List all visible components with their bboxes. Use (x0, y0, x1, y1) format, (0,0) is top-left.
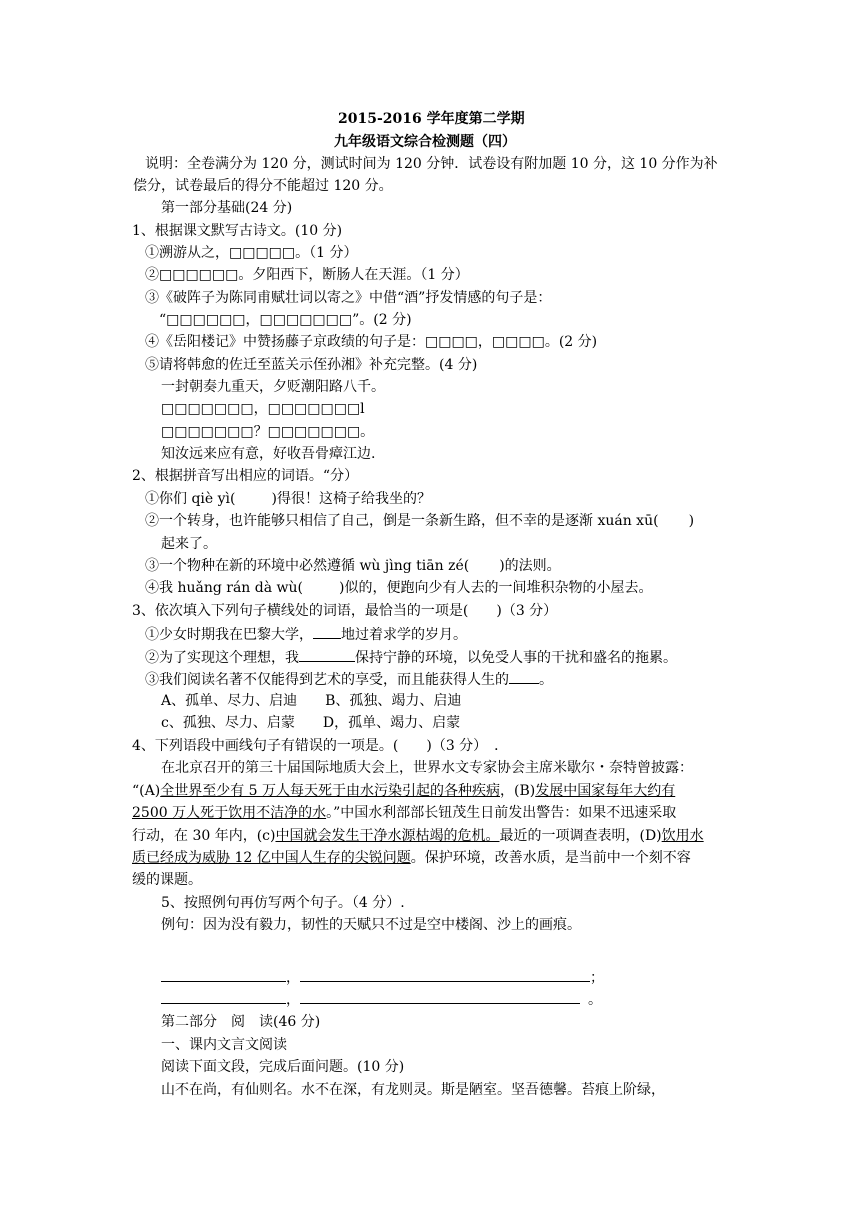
q2-item-1-rest: )得很！这椅子给我坐的？ (271, 491, 431, 507)
q2-item-4-rest: )似的，便跑向少有人去的一间堆积杂物的小屋去。 (339, 580, 653, 596)
q3-blank-3 (509, 669, 539, 684)
underlined-sentence-d: 饮用水 (661, 828, 704, 844)
q4-para-line-6: 缓的课题。 (132, 872, 202, 888)
q2-item-2-text: ②一个转身，也许能够只相信了自己，倒是一条新生路，但不幸的是逐渐 xuán xū( (145, 513, 659, 529)
q5-answer-line-1[interactable]: ， ； (161, 967, 604, 987)
q3-item-2-text: ②为了实现这个理想，我 (145, 650, 299, 666)
exam-subtitle: 九年级语文综合检测题（四） (334, 134, 516, 150)
q2-item-3-text: ③一个物种在新的环境中必然遵循 wù jìng tiān zé( (145, 558, 470, 574)
underlined-sentence-a: 全世界至少有 5 万人每天死于由水污染引起的各种疾病 (160, 783, 501, 799)
q3-item-3 (145, 669, 553, 689)
q2-item-2 (145, 512, 694, 530)
q1-item-5: ⑤请将韩愈的佐迁至蓝关示侄孙湘》补充完整。(4 分) (145, 357, 478, 373)
part2-section-1: 一、课内文言文阅读 (161, 1037, 287, 1053)
underlined-sentence-b-cont: 2500 万人死于饮用不洁净的水 (132, 805, 327, 821)
q1-item-2: ②□□□□□□。夕阳西下，断肠人在天涯。（1 分） (145, 267, 469, 283)
q3-item-2 (145, 647, 677, 667)
q4-para-line-5: 质已经成为威胁 12 亿中国人生存的尖锐问题。保护环境，改善水质，是当前中一个刻不容 (132, 850, 691, 866)
q3-options-cd: c、孤独、尽力、启蒙 D，孤单、竭力、启蒙 (161, 715, 461, 731)
exam-title: 2015-2016 学年度第二学期 (338, 111, 525, 127)
q2-item-3-rest: )的法则。 (499, 558, 561, 574)
underlined-sentence-b: 发展中国家每年大约有 (535, 783, 676, 799)
answer-blank-1a[interactable] (161, 967, 286, 982)
q5-answer-line-2[interactable]: ， 。 (161, 989, 602, 1009)
part2-instruction: 阅读下面文段，完成后面问题。(10 分) (161, 1059, 405, 1075)
part2-heading: 第二部分 阅 读(46 分) (161, 1014, 321, 1030)
underlined-sentence-d-cont: 质已经成为威胁 12 亿中国人生存的尖锐问题 (132, 850, 411, 866)
q3-item-3-text: ③我们阅读名著不仅能得到艺术的享受，而且能获得人生的 (145, 672, 509, 688)
q4-stem: 4、下列语段中画线句子有错误的一项是。( )（3 分） ． (132, 738, 509, 754)
answer-blank-2b[interactable] (300, 989, 580, 1004)
q3-blank-1 (313, 624, 341, 639)
q2-stem: 2、根据拼音写出相应的词语。“分） (132, 468, 359, 484)
part1-heading: 第一部分基础(24 分) (161, 200, 293, 216)
q1-stem: 1、根据课文默写古诗文。(10 分) (132, 223, 343, 239)
q5-stem: 5、按照例句再仿写两个句子。（4 分）. (161, 895, 405, 911)
q3-item-1 (145, 624, 467, 644)
q4-para-line-1: 在北京召开的第三十届国际地质大会上，世界水文专家协会主席米歇尔・奈特曾披露： (161, 760, 693, 776)
q2-item-4-text: ④我 huǎng rán dà wù( (145, 580, 303, 596)
instructions-line-1: 说明：全卷满分为 120 分，测试时间为 120 分钟．试卷设有附加题 10 分，这 10 分作为补 (145, 156, 718, 172)
q3-item-1-text: ①少女时期我在巴黎大学， (145, 627, 313, 643)
answer-blank-1b[interactable] (300, 967, 590, 982)
q4-para-line-3: 2500 万人死于饮用不洁净的水。”中国水利部部长钮茂生日前发出警告：如果不迅速采取 (132, 805, 677, 821)
q3-item-1-rest: 地过着求学的岁月。 (341, 627, 467, 643)
q2-item-4 (145, 579, 652, 597)
q3-blank-2 (299, 647, 355, 662)
q2-item-2-close: ) (688, 513, 695, 529)
q5-example: 例句：因为没有毅力，韧性的天赋只不过是空中楼阁、沙上的画痕。 (161, 917, 581, 933)
answer-blank-2a[interactable] (161, 989, 286, 1004)
q4-para-line-4: 行动，在 30 年内，(c)中国就会发生干净水源枯竭的危机。最近的一项调查表明，(D)饮用水 (132, 828, 704, 844)
poem-line-4: 知汝远来应有意，好收吾骨瘴江边. (161, 446, 376, 462)
q1-item-1: ①溯游从之，□□□□□。（1 分） (145, 245, 358, 261)
q3-options-ab: A、孤单、尽力、启迪 B、孤独、竭力、启迪 (161, 693, 462, 709)
reading-passage-line-1: 山不在尚，有仙则名。水不在深，有龙则灵。斯是陋室。坚吾德馨。苔痕上阶绿， (161, 1082, 665, 1098)
poem-line-1: 一封朝奏九重天，夕贬潮阳路八千。 (161, 379, 385, 395)
q4-para-line-2: “(A)全世界至少有 5 万人每天死于由水污染引起的各种疾病，(B)发展中国家每年大约有 (132, 783, 676, 799)
poem-line-3: □□□□□□□？□□□□□□□。 (161, 424, 375, 440)
q3-item-3-rest: 。 (539, 672, 553, 688)
q2-item-2-cont: 起来了。 (161, 536, 217, 552)
q1-item-4: ④《岳阳楼记》中赞扬藤子京政绩的句子是：□□□□，□□□□。(2 分) (145, 334, 598, 350)
q2-item-1 (145, 490, 431, 508)
q2-item-1-pinyin: ①你们 qiè yì( (145, 491, 236, 507)
q2-item-3 (145, 557, 561, 575)
poem-line-2: □□□□□□□，□□□□□□□l (161, 401, 365, 417)
q1-item-3: ③《破阵子为陈同甫赋壮词以寄之》中借“酒”抒发情感的句子是： (145, 290, 552, 306)
q1-item-3-blank: “□□□□□□，□□□□□□□”。(2 分) (159, 312, 412, 328)
q3-item-2-rest: 保持宁静的环境，以免受人事的干扰和盛名的拖累。 (355, 650, 677, 666)
q3-stem: 3、依次填入下列句子横线处的词语，最恰当的一项是( )（3 分） (132, 603, 558, 619)
underlined-sentence-c: 中国就会发生干净水源枯竭的危机。 (275, 828, 500, 844)
instructions-line-2: 偿分，试卷最后的得分不能超过 120 分。 (133, 178, 393, 194)
